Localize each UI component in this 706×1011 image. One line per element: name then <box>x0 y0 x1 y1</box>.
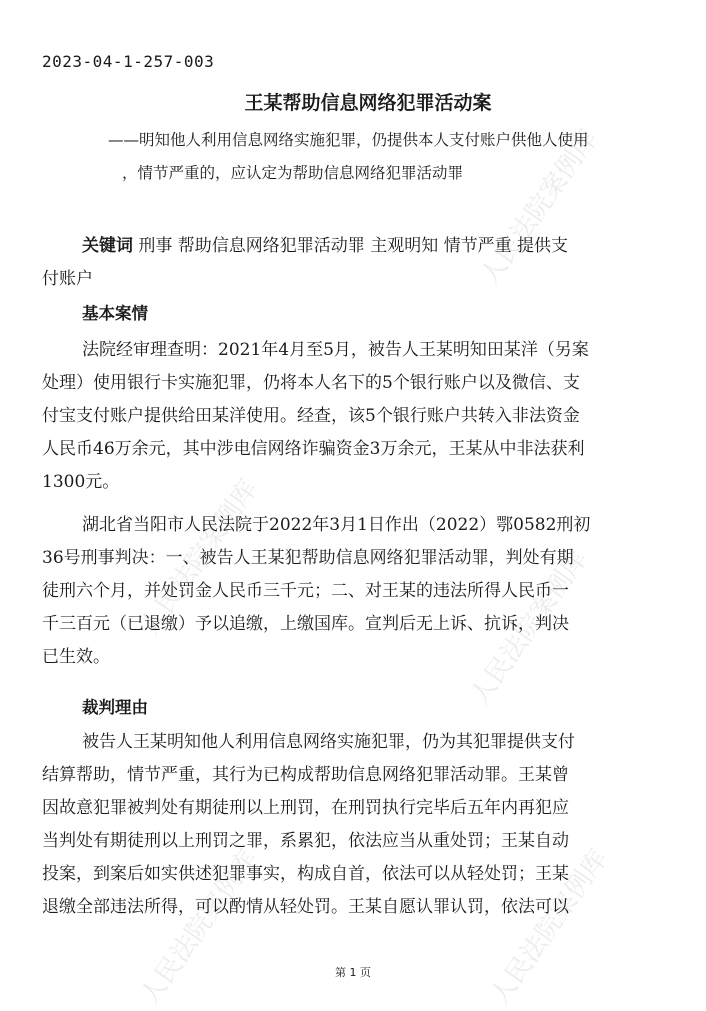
watermark: 人民法院案例库 <box>474 124 604 291</box>
paragraph-line: 当判处有期徒刑以上刑罚之罪，系累犯，依法应当从重处罚；王某自动 <box>42 831 569 851</box>
paragraph-line: 付宝支付账户提供给田某洋使用。经查，该5个银行账户共转入非法资金 <box>42 406 580 426</box>
paragraph-line: 36号刑事判决：一、被告人王某犯帮助信息网络犯罪活动罪，判处有期 <box>42 548 574 568</box>
keywords <box>42 230 662 296</box>
page-number: 第 1 页 <box>335 966 371 979</box>
paragraph-line: 投案，到案后如实供述犯罪事实，构成自首，依法可以从轻处罚；王某 <box>42 864 569 884</box>
keywords-text: 付账户 <box>42 269 93 289</box>
watermark: 人民法院案例库 <box>464 544 594 711</box>
paragraph-reasoning-1 <box>42 726 662 924</box>
subtitle <box>108 124 698 190</box>
paragraph-line: 人民币46万余元，其中涉电信网络诈骗资金3万余元，王某从中非法获利 <box>42 439 585 459</box>
keywords-label: 关键词 <box>82 236 133 256</box>
section-heading-reasoning: 裁判理由 <box>82 698 148 717</box>
paragraph-line: 处理）使用银行卡实施犯罪，仍将本人名下的5个银行账户以及微信、支 <box>42 373 580 393</box>
keywords-text: 刑事 帮助信息网络犯罪活动罪 主观明知 情节严重 提供支 <box>138 236 569 256</box>
paragraph-line: 结算帮助，情节严重，其行为已构成帮助信息网络犯罪活动罪。王某曾 <box>42 765 569 785</box>
paragraph-line: 法院经审理查明：2021年4月至5月，被告人王某明知田某洋（另案 <box>82 340 589 360</box>
case-id: 2023-04-1-257-003 <box>42 52 215 71</box>
paragraph-line: 湖北省当阳市人民法院于2022年3月1日作出（2022）鄂0582刑初 <box>82 515 591 535</box>
paragraph-line: 1300元。 <box>42 472 120 492</box>
paragraph-line: 退缴全部违法所得，可以酌情从轻处罚。王某自愿认罪认罚，依法可以 <box>42 897 569 917</box>
paragraph-line: 徒刑六个月，并处罚金人民币三千元；二、对王某的违法所得人民币一 <box>42 581 569 601</box>
subtitle-line: ——明知他人利用信息网络实施犯罪，仍提供本人支付账户供他人使用 <box>108 131 589 149</box>
page-title: 王某帮助信息网络犯罪活动案 <box>244 92 492 114</box>
section-heading-basic-facts: 基本案情 <box>82 304 148 323</box>
paragraph-basic-facts-1 <box>42 334 662 499</box>
paragraph-line: 因故意犯罪被判处有期徒刑以上刑罚，在刑罚执行完毕后五年内再犯应 <box>42 798 569 818</box>
watermark: 人民法院案例库 <box>484 844 614 1011</box>
paragraph-line: 已生效。 <box>42 647 110 667</box>
paragraph-basic-facts-2 <box>42 509 662 674</box>
subtitle-line: ，情节严重的，应认定为帮助信息网络犯罪活动罪 <box>122 164 464 182</box>
paragraph-line: 被告人王某明知他人利用信息网络实施犯罪，仍为其犯罪提供支付 <box>82 732 575 752</box>
paragraph-line: 千三百元（已退缴）予以追缴，上缴国库。宣判后无上诉、抗诉，判决 <box>42 614 569 634</box>
watermark: 人民法院案例库 <box>134 474 264 641</box>
watermark: 人民法院案例库 <box>134 844 264 1011</box>
